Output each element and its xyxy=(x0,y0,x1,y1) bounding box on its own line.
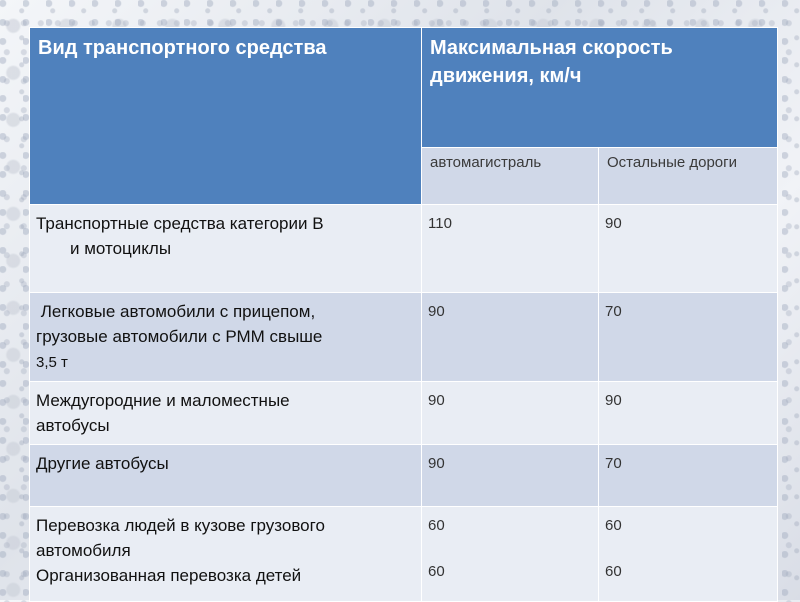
vehicle-type-line: 3,5 т xyxy=(36,354,68,371)
vehicle-type-line: Легковые автомобили с прицепом, xyxy=(36,302,316,321)
vehicle-type-line: и мотоциклы xyxy=(70,239,172,258)
speed-value: 60 xyxy=(428,517,445,534)
spacer xyxy=(605,537,771,561)
speed-limits-table xyxy=(29,27,778,602)
table-row xyxy=(30,507,778,602)
vehicle-type-line: Транспортные средства категории В xyxy=(36,214,324,233)
header-vehicle-type: Вид транспортного средства xyxy=(30,28,422,205)
spacer xyxy=(428,537,592,561)
highway-speed-cell: 90 xyxy=(422,293,599,382)
other-roads-speed-cell: 70 xyxy=(599,293,778,382)
other-roads-speed-cell: 90 xyxy=(599,382,778,445)
speed-value: 60 xyxy=(605,517,622,534)
highway-speed-cell: 90 xyxy=(422,445,599,507)
highway-speed-cell: 110 xyxy=(422,205,599,293)
header-max-speed: Максимальная скорость движения, км/ч xyxy=(422,28,778,148)
other-roads-speed-cell: 70 xyxy=(599,445,778,507)
subheader-other-roads: Остальные дороги xyxy=(599,148,778,205)
vehicle-type-line: Организованная перевозка детей xyxy=(36,566,302,585)
other-roads-speed-cell xyxy=(599,507,778,602)
table-row xyxy=(30,293,778,382)
other-roads-speed-cell: 90 xyxy=(599,205,778,293)
highway-speed-cell xyxy=(422,507,599,602)
table-row xyxy=(30,205,778,293)
subheader-highway: автомагистраль xyxy=(422,148,599,205)
header-row xyxy=(30,28,778,148)
vehicle-type-line: автомобиля xyxy=(36,541,131,560)
speed-value: 60 xyxy=(605,563,622,580)
table-row xyxy=(30,382,778,445)
vehicle-type-line: Междугородние и маломестные xyxy=(36,391,290,410)
vehicle-type-cell xyxy=(30,382,422,445)
speed-table-container xyxy=(29,27,777,595)
vehicle-type-cell xyxy=(30,507,422,602)
vehicle-type-line: Перевозка людей в кузове грузового xyxy=(36,516,325,535)
vehicle-type-line: Другие автобусы xyxy=(36,454,169,473)
highway-speed-cell: 90 xyxy=(422,382,599,445)
vehicle-type-cell xyxy=(30,445,422,507)
vehicle-type-line: грузовые автомобили с РММ свыше xyxy=(36,327,323,346)
speed-value: 60 xyxy=(428,563,445,580)
vehicle-type-cell xyxy=(30,205,422,293)
table-row xyxy=(30,445,778,507)
vehicle-type-cell xyxy=(30,293,422,382)
vehicle-type-line: автобусы xyxy=(36,416,110,435)
